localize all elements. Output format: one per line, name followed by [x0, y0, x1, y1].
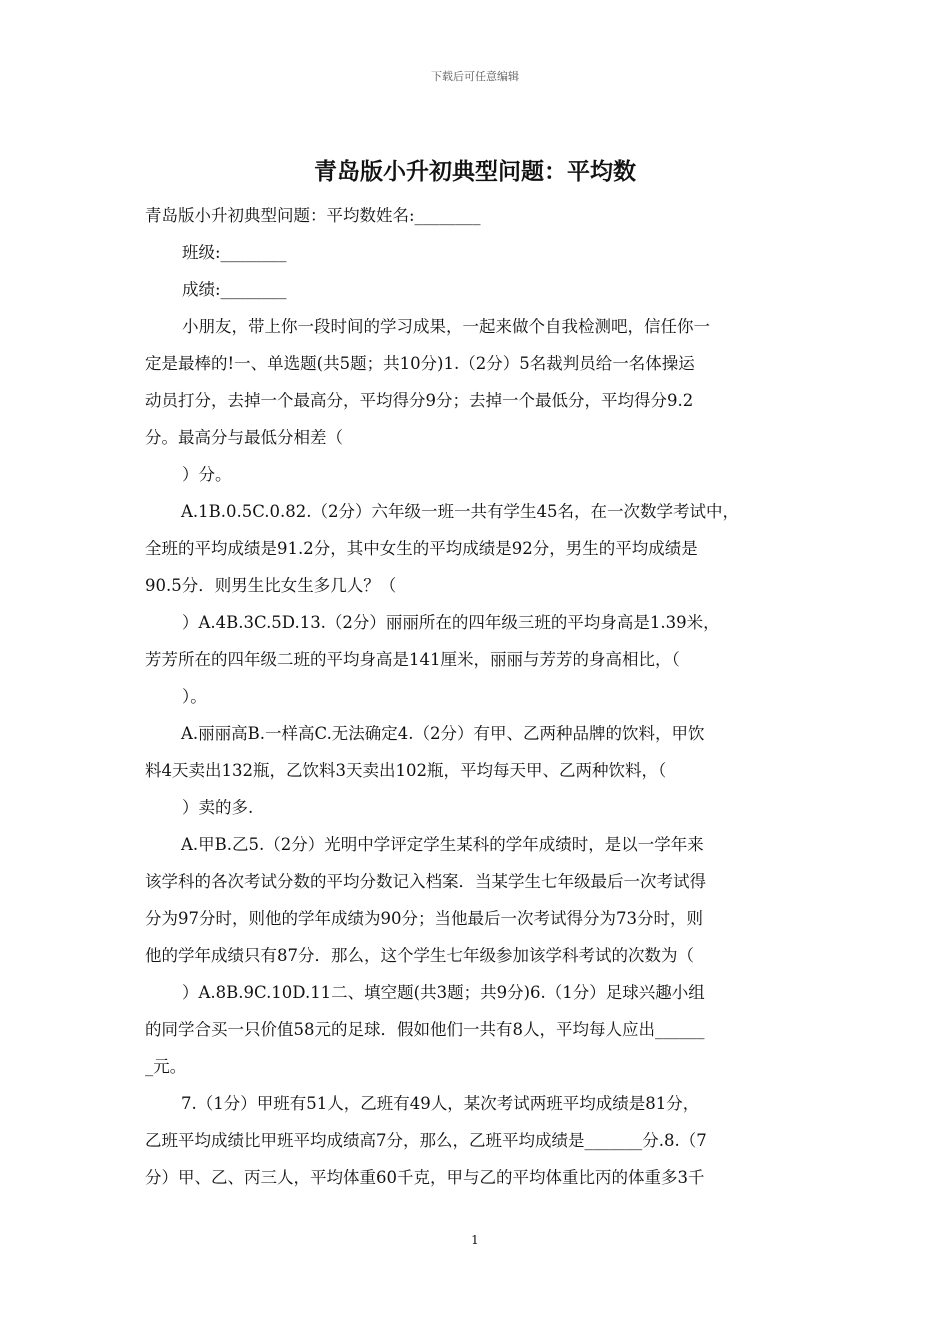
text-line-name: 青岛版小升初典型问题：平均数姓名:________: [145, 206, 481, 225]
text-line: ）卖的多.: [182, 798, 254, 817]
text-line: 分为97分时，则他的学年成绩为90分；当他最后一次考试得分为73分时，则: [145, 909, 703, 928]
page-number: 1: [471, 1233, 479, 1247]
text-line: A.甲B.乙5.（2分）光明中学评定学生某科的学年成绩时，是以一学年来: [181, 835, 704, 854]
text-line: ）分。: [182, 465, 232, 484]
text-line: 全班的平均成绩是91.2分，其中女生的平均成绩是92分，男生的平均成绩是: [145, 539, 698, 558]
text-line: A.丽丽高B.一样高C.无法确定4.（2分）有甲、乙两种品牌的饮料，甲饮: [181, 724, 705, 743]
text-line-class: 班级:________: [182, 243, 287, 262]
text-line: 动员打分，去掉一个最高分，平均得分9分；去掉一个最低分，平均得分9.2: [145, 391, 694, 410]
text-line: 乙班平均成绩比甲班平均成绩高7分，那么，乙班平均成绩是_______分.8.（7: [145, 1131, 707, 1150]
text-line-score: 成绩:________: [182, 280, 287, 299]
text-line-intro: 小朋友，带上你一段时间的学习成果，一起来做个自我检测吧，信任你一: [182, 317, 710, 336]
text-line: 7.（1分）甲班有51人，乙班有49人，某次考试两班平均成绩是81分，: [181, 1094, 700, 1113]
document-body: [145, 197, 810, 1196]
text-line: 料4天卖出132瓶，乙饮料3天卖出102瓶，平均每天甲、乙两种饮料，（: [145, 761, 667, 780]
text-line: 该学科的各次考试分数的平均分数记入档案．当某学生七年级最后一次考试得: [145, 872, 706, 891]
header-note: 下载后可任意编辑: [431, 70, 519, 83]
page-title: 青岛版小升初典型问题：平均数: [314, 159, 636, 185]
text-line: 芳芳所在的四年级二班的平均身高是141厘米，丽丽与芳芳的身高相比，（: [145, 650, 680, 669]
text-line: 的同学合买一只价值58元的足球．假如他们一共有8人，平均每人应出______: [145, 1020, 705, 1039]
text-line: 他的学年成绩只有87分．那么，这个学生七年级参加该学科考试的次数为（: [145, 946, 694, 965]
text-line: 分）甲、乙、丙三人，平均体重60千克，甲与乙的平均体重比丙的体重多3千: [145, 1168, 705, 1187]
text-line: ）A.4B.3C.5D.13.（2分）丽丽所在的四年级三班的平均身高是1.39米，: [182, 613, 720, 632]
text-line: A.1B.0.5C.0.82.（2分）六年级一班一共有学生45名，在一次数学考试中，: [181, 502, 740, 521]
text-line: 定是最棒的!一、单选题(共5题；共10分)1.（2分）5名裁判员给一名体操运: [145, 354, 695, 373]
text-line: 90.5分．则男生比女生多几人？（: [145, 576, 397, 595]
text-line: ）。: [182, 687, 207, 706]
text-line: 分。最高分与最低分相差（: [145, 428, 343, 447]
text-line: ）A.8B.9C.10D.11二、填空题(共3题；共9分)6.（1分）足球兴趣小组: [182, 983, 705, 1002]
text-line: _元。: [145, 1057, 187, 1076]
